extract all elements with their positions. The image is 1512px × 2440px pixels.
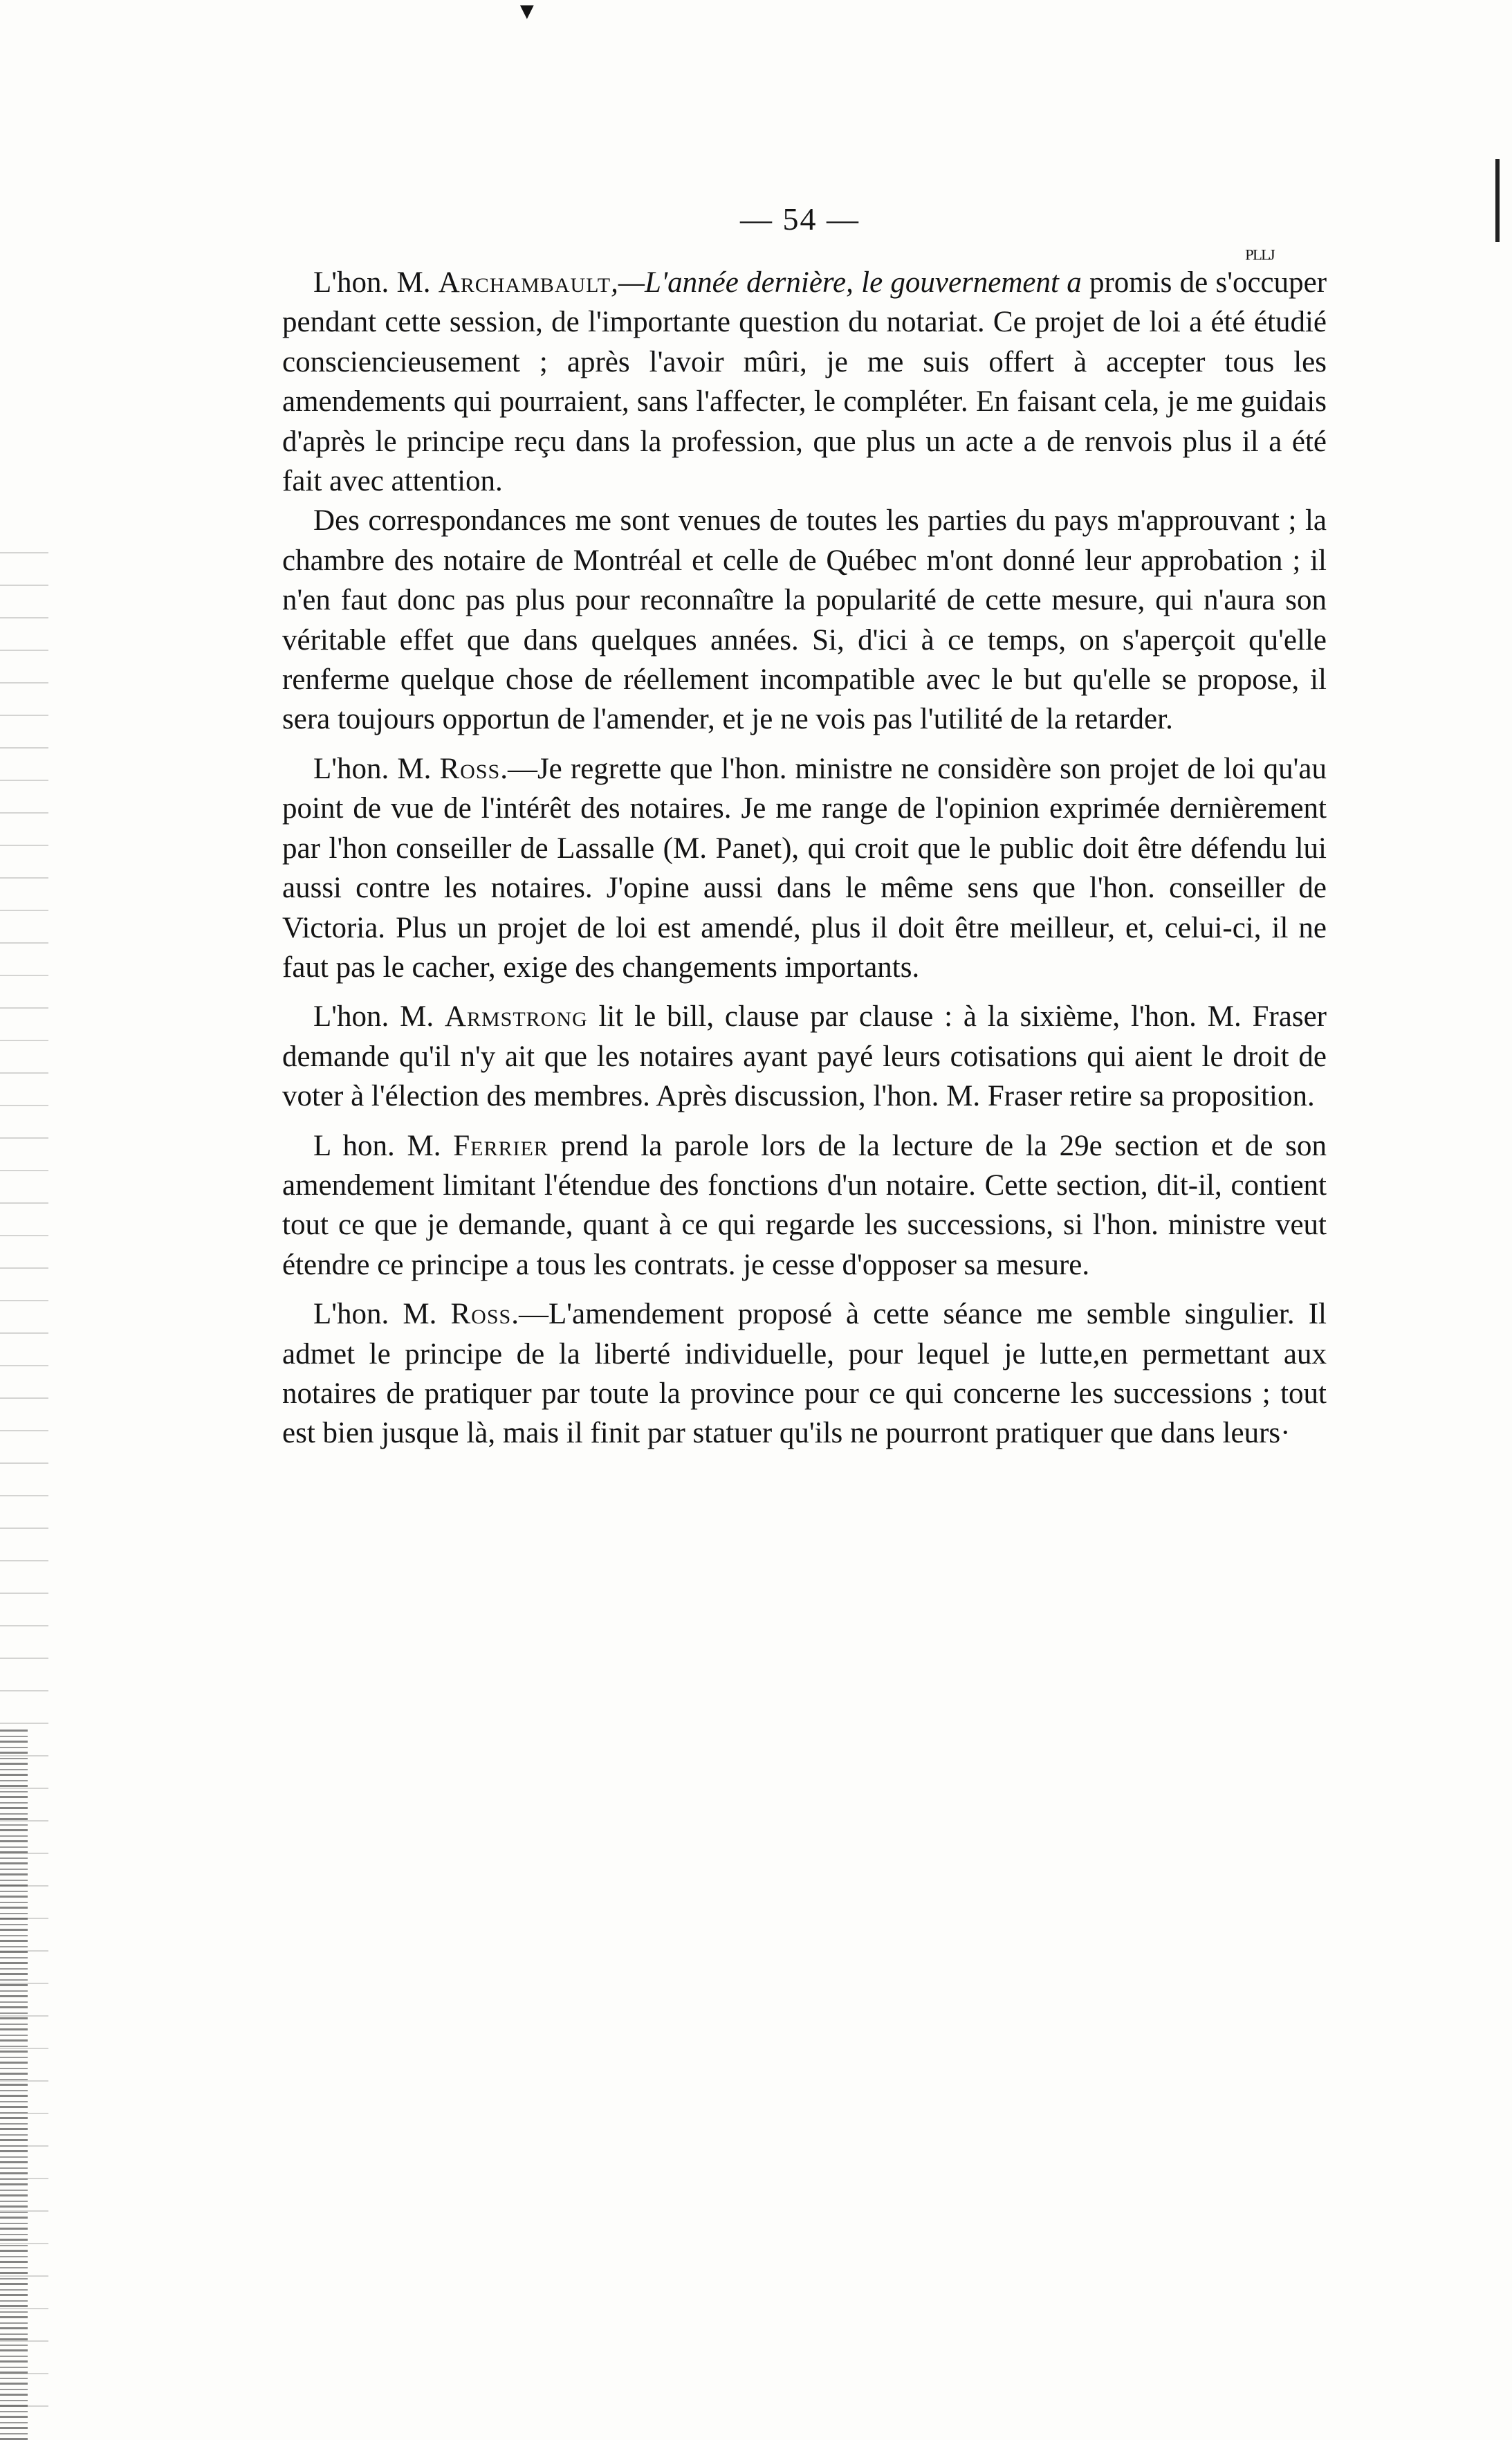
paragraph-ross-1 bbox=[282, 749, 1327, 987]
page-number: — 54 — bbox=[740, 201, 860, 237]
speaker-title: L hon. M. bbox=[313, 1129, 454, 1162]
body-text bbox=[282, 263, 1327, 1453]
paragraph-text: lit le bill, clause par clause : à la sixième, l'hon. M. Fraser demande qu'il n'y ait que les notaires ayant payé leurs cotisations qui aient le droit de voter à l'élection des membres. Après discussion, l'hon. M. Fraser retire sa proposition. bbox=[282, 1000, 1327, 1113]
speaker-title: L'hon. M. bbox=[313, 1000, 445, 1034]
paragraph-opening: ,—L'année dernière, le gouvernement a bbox=[611, 266, 1082, 299]
paragraph-text: .—Je regrette que l'hon. ministre ne considère son projet de loi qu'au point de vue de l'intérêt des notaires. Je me range de l'opinion exprimée dernièrement par l'hon conseiller de Lassalle (M. Panet), qui croit que le public doit être défendu lui aussi contre les notaires. J'opine aussi dans le même sens que l'hon. conseiller de Victoria. Plus un projet de loi est amendé, plus il doit être meilleur, et, celui-ci, il ne faut pas le cacher, exige des changements importants. bbox=[282, 752, 1327, 984]
paragraph-ferrier bbox=[282, 1126, 1327, 1285]
top-mark: ▼ bbox=[515, 0, 539, 24]
speaker-name: Ross bbox=[450, 1298, 512, 1331]
speaker-name: Ross bbox=[439, 752, 501, 785]
speaker-title: L'hon. M. bbox=[313, 1298, 451, 1331]
speaker-title: L'hon. M. bbox=[313, 266, 439, 299]
speaker-title: L'hon. M. bbox=[313, 752, 440, 785]
paragraph-text: prend la parole lors de la lecture de la 29e section et de son amendement limitant l'étendue des fonctions d'un notaire. Cette section, dit-il, contient tout ce que je demande, quant à ce qui regarde les successions, si l'hon. ministre veut étendre ce principe a tous les contrats. je cesse d'opposer sa mesure. bbox=[282, 1129, 1327, 1281]
binding-edge-noise bbox=[0, 1730, 28, 2440]
paragraph-correspondences bbox=[282, 501, 1327, 739]
paragraph-text: .—L'amendement proposé à cette séance me semble singulier. Il admet le principe de la liberté individuelle, pour lequel je lutte,en permettant aux notaires de pratiquer par toute la province pour ce qui concerne les successions ; tout est bien jusque là, mais il finit par statuer qu'ils ne pourront pratiquer que dans leurs· bbox=[282, 1298, 1327, 1450]
speaker-name: Ferrier bbox=[453, 1129, 548, 1162]
speaker-name: Archambault bbox=[438, 266, 611, 299]
paragraph-ross-2 bbox=[282, 1294, 1327, 1453]
paragraph-text: Des correspondances me sont venues de toutes les parties du pays m'approuvant ; la chambre des notaire de Montréal et celle de Québec m'ont donné leur approbation ; il n'en faut donc pas plus pour reconnaître la popularité de cette mesure, qui n'aura son véritable effet que dans quelques années. Si, d'ici à ce temps, on s'aperçoit qu'elle renferme quelque chose de réellement incompatible avec le but qu'elle se propose, il sera toujours opportun de l'amender, et je ne vois pas l'utilité de la retarder. bbox=[282, 504, 1327, 736]
paragraph-armstrong bbox=[282, 997, 1327, 1116]
paragraph-archambault bbox=[282, 263, 1327, 501]
margin-rule bbox=[1495, 159, 1500, 242]
paragraph-text: promis de s'occuper pendant cette session, de l'importante question du notariat. Ce projet de loi a été étudié consciencieusement ; après l'avoir mûri, je me suis offert à accepter tous les amendements qui pourraient, sans l'affecter, le compléter. En faisant cela, je me guidais d'après le principe reçu dans la profession, que plus un acte a de renvois plus il a été fait avec attention. bbox=[282, 266, 1327, 498]
corner-mark: ᴾᴸᴸᴶ bbox=[1245, 244, 1275, 273]
speaker-name: Armstrong bbox=[444, 1000, 588, 1034]
